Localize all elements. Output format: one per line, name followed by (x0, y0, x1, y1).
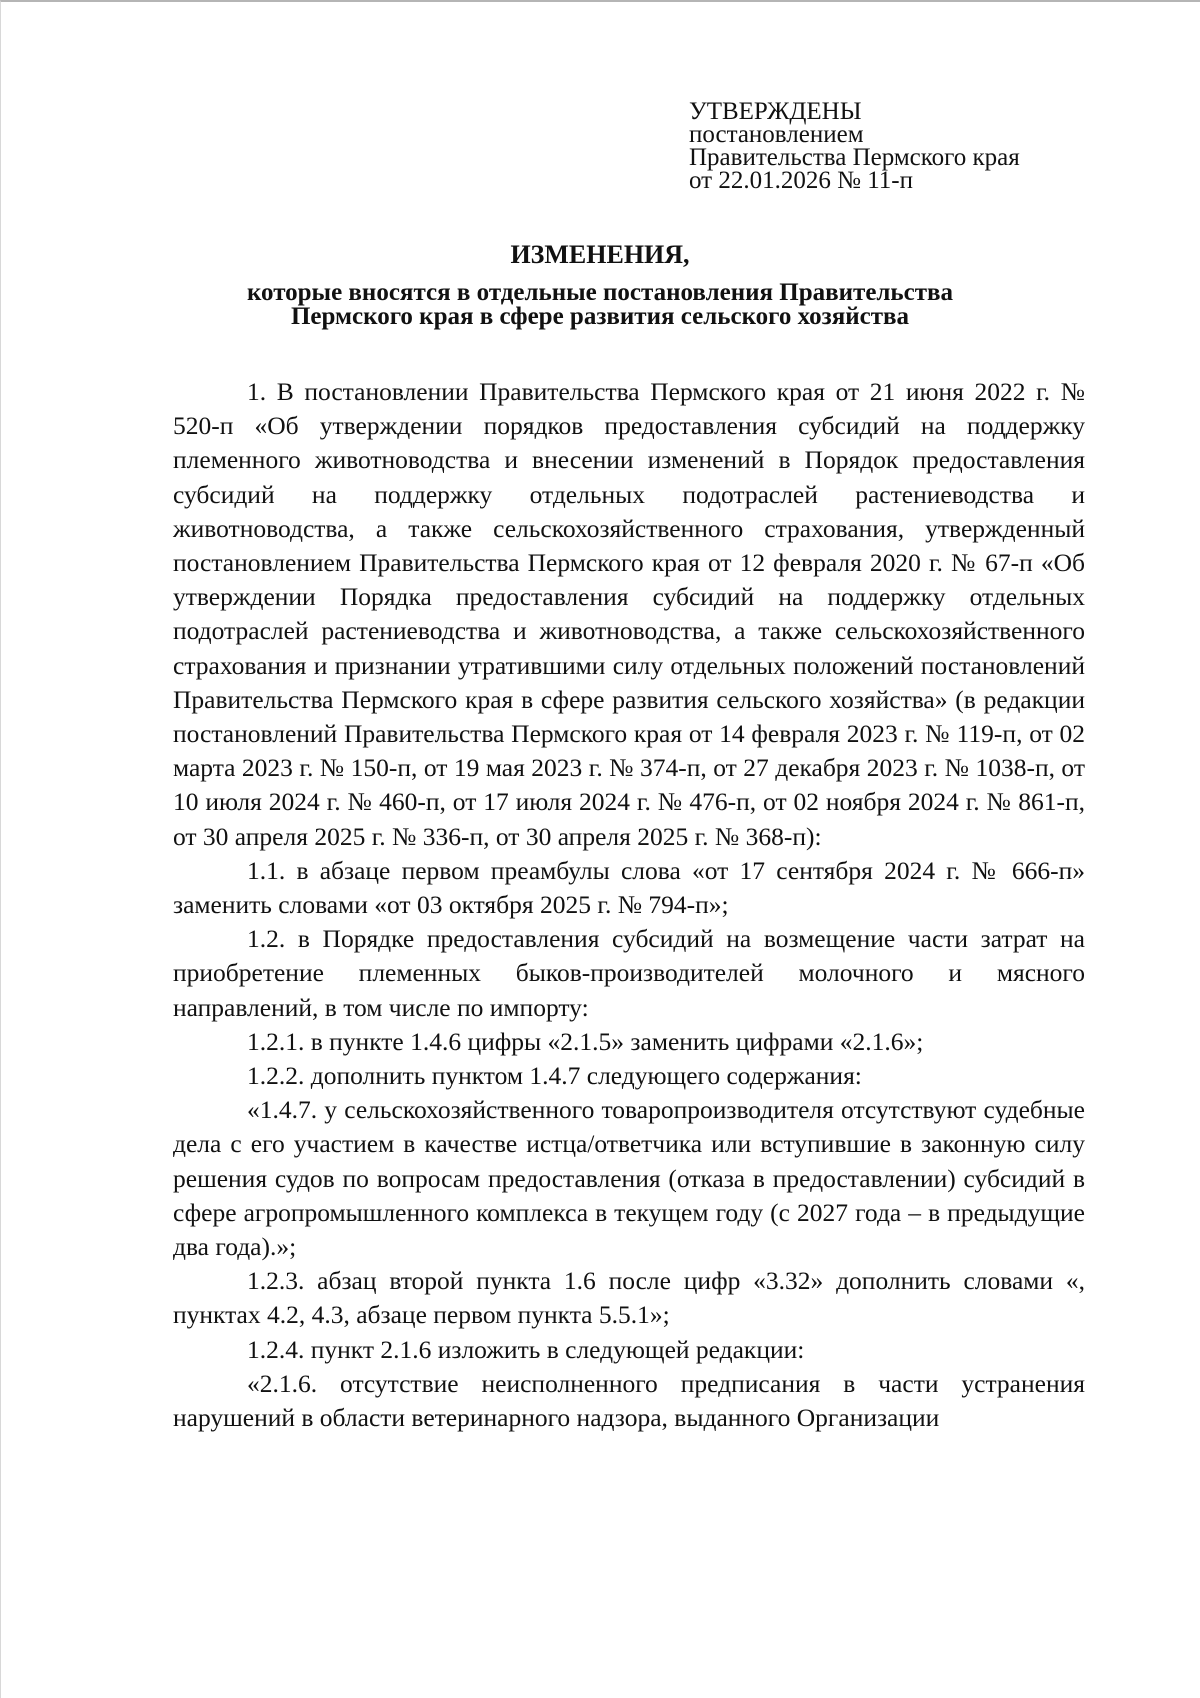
approval-heading: УТВЕРЖДЕНЫ (689, 98, 862, 125)
subtitle-line-1: которые вносятся в отдельные постановления Правительства (246, 279, 954, 306)
paragraph-1-2-4: 1.2.4. пункт 2.1.6 изложить в следующей редакции: (247, 1334, 805, 1364)
document-subtitle (150, 281, 1050, 329)
paragraph-quote-2-1-6: «2.1.6. отсутствие неисполненного предписания в части устранения нарушений в области ветеринарного надзора, выданного Организации (173, 1368, 1085, 1433)
paragraph-1: 1. В постановлении Правительства Пермского края от 21 июня 2022 г. № 520-п «Об утверждении порядков предоставления субсидий на поддержку племенного животноводства и внесении изменений в Порядок предоставления субсидий на поддержку отдельных подотраслей растениеводства и животноводства, а также сельскохозяйственного страхования, утвержденный постановлением Правительства Пермского края от 12 февраля 2020 г. № 67-п «Об утверждении Порядка предоставления субсидий на поддержку отдельных подотраслей растениеводства и животноводства, а также сельскохозяйственного страхования и признании утратившими силу отдельных положений постановлений Правительства Пермского края в сфере развития сельского хозяйства» (в редакции постановлений Правительства Пермского края от 14 февраля 2023 г. № 119-п, от 02 марта 2023 г. № 150-п, от 19 мая 2023 г. № 374-п, от 27 декабря 2023 г. № 1038-п, от 10 июля 2024 г. № 460-п, от 17 июля 2024 г. № 476-п, от 02 ноября 2024 г. № 861-п, от 30 апреля 2025 г. № 336-п, от 30 апреля 2025 г. № 368-п): (173, 377, 1085, 851)
paragraph-1-1: 1.1. в абзаце первом преамбулы слова «от 17 сентября 2024 г. № 666-п» заменить словами «от 03 октября 2025 г. № 794-п»; (173, 855, 1085, 920)
approval-line-government: Правительства Пермского края (689, 144, 1020, 171)
document-title: ИЗМЕНЕНИЯ, (510, 240, 690, 269)
document-body (173, 375, 1085, 1435)
subtitle-line-2: Пермского края в сфере развития сельского хозяйства (290, 303, 910, 330)
approval-line-date-number: от 22.01.2026 № 11-п (689, 167, 913, 194)
paragraph-1-2-3: 1.2.3. абзац второй пункта 1.6 после цифр «3.32» дополнить словами «, пунктах 4.2, 4.3, абзаце первом пункта 5.5.1»; (173, 1266, 1085, 1330)
paragraph-1-2-2: 1.2.2. дополнить пунктом 1.4.7 следующего содержания: (247, 1061, 862, 1091)
paragraph-1-2-1: 1.2.1. в пункте 1.4.6 цифры «2.1.5» заменить цифрами «2.1.6»; (247, 1026, 924, 1056)
paragraph-1-2: 1.2. в Порядке предоставления субсидий на возмещение части затрат на приобретение племенных быков-производителей молочного и мясного направлений, в том числе по импорту: (173, 924, 1085, 1022)
paragraph-quote-1-4-7: «1.4.7. у сельскохозяйственного товаропроизводителя отсутствуют судебные дела с его участием в качестве истца/ответчика или вступившие в законную силу решения судов по вопросам предоставления (отказа в предоставлении) субсидий в сфере агропромышленного комплекса в текущем году (с 2027 года – в предыдущие два года).»; (173, 1095, 1085, 1262)
approval-line-resolution: постановлением (689, 121, 864, 148)
approval-stamp (689, 100, 1169, 192)
